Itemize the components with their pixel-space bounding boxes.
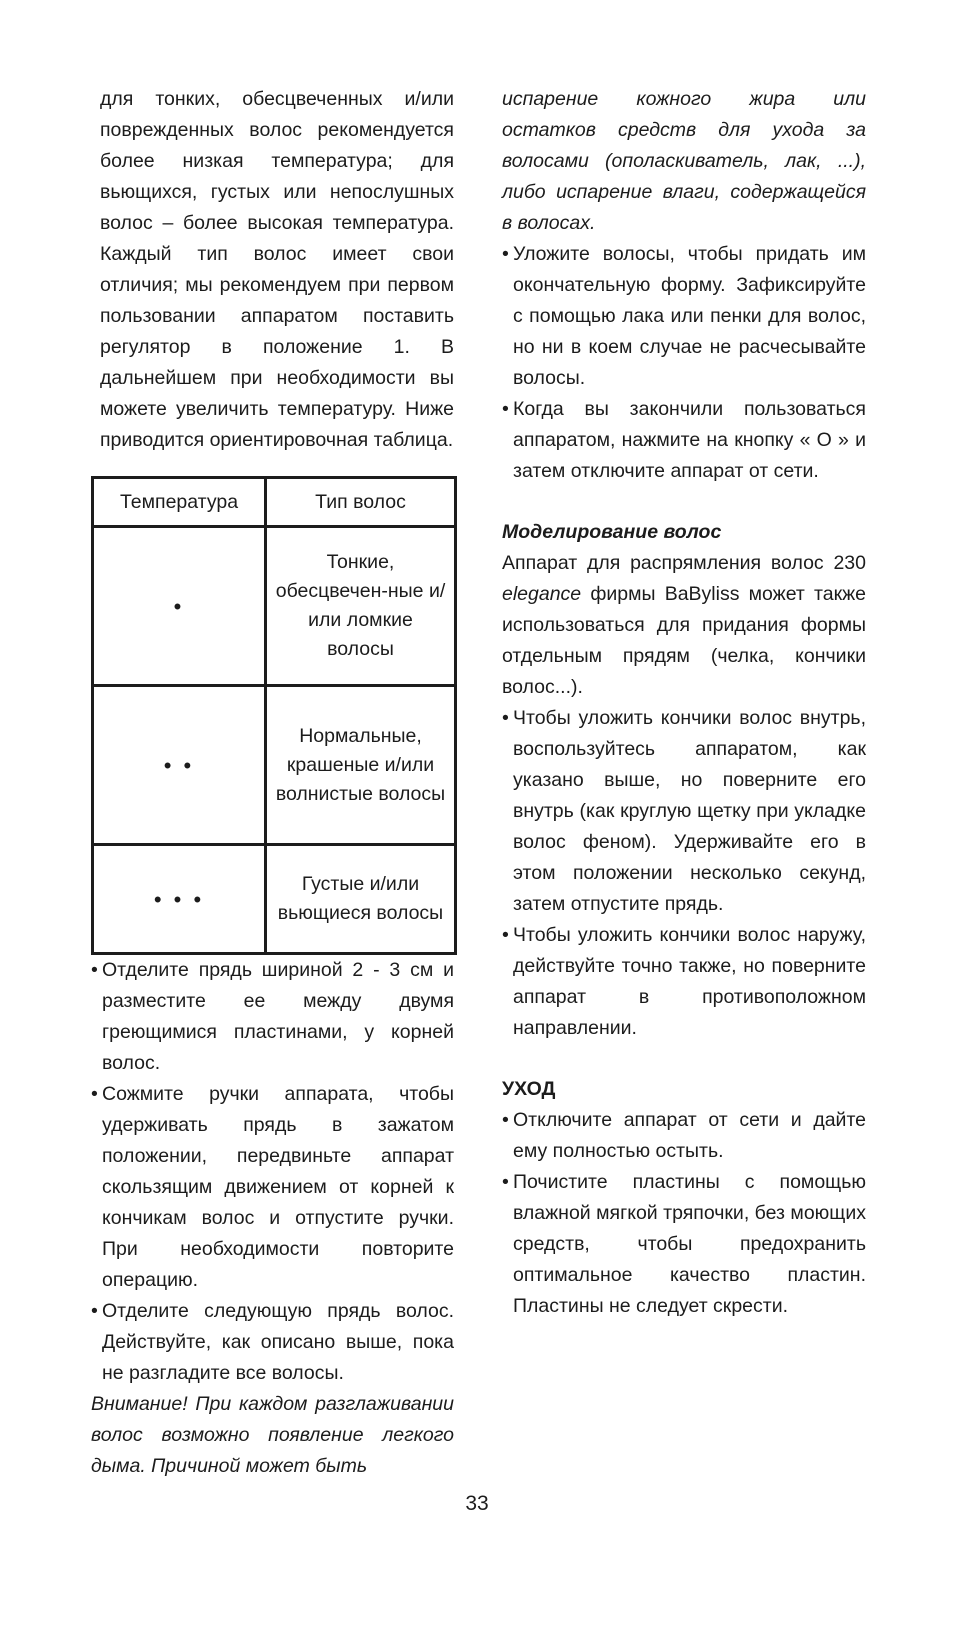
list-item: • Отделите следующую прядь волос. Действуйте, как описано выше, пока не разгладите все волосы. (91, 1296, 454, 1389)
intro-paragraph: для тонких, обесцвеченных и/или поврежденных волос рекомендуется более низкая температура; для вьющихся, густых или непослушных волос – более высокая температура. Каждый тип волос имеет свои отличия; мы рекомендуем при первом пользовании аппаратом поставить регулятор в положение 1. В дальнейшем при необходимости вы можете увеличить температуру. Ниже приводится ориентировочная таблица. (100, 88, 454, 451)
table-header-temperature: Температура (93, 478, 266, 527)
list-item: • Уложите волосы, чтобы придать им окончательную форму. Зафиксируйте с помощью лака или пенки для волос, но ни в коем случае не расчесывайте волосы. (502, 239, 866, 394)
warning-note: Внимание! При каждом разглаживании волос возможно появление легкого дыма. Причиной может быть (91, 1393, 454, 1477)
right-column (502, 84, 866, 1322)
care-heading: УХОД (502, 1078, 556, 1100)
page-number: 33 (465, 1492, 489, 1515)
modeling-list (502, 703, 866, 1044)
list-item: • Чтобы уложить кончики волос наружу, действуйте точно также, но поверните аппарат в противоположном направлении. (502, 920, 866, 1044)
list-item: • Когда вы закончили пользоваться аппаратом, нажмите на кнопку « O » и затем отключите аппарат от сети. (502, 394, 866, 487)
hair-type-cell: Нормальные, крашеные и/или волнистые волосы (266, 686, 456, 845)
hair-type-cell: Густые и/или вьющиеся волосы (266, 845, 456, 954)
warning-note-continued: испарение кожного жира или остатков средств для ухода за волосами (ополаскиватель, лак, ...), либо испарение влаги, содержащейся в волосах. (502, 88, 866, 234)
modeling-text-a: Аппарат для распрямления волос 230 (502, 552, 866, 574)
list-item: • Сожмите ручки аппарата, чтобы удерживать прядь в зажатом положении, передвиньте аппарат скользящим движением от корней к кончикам волос и отпустите ручки. При необходимости повторите операцию. (91, 1079, 454, 1296)
modeling-heading: Моделирование волос (502, 521, 722, 543)
instructions-list (91, 955, 454, 1389)
list-item: • Отключите аппарат от сети и дайте ему полностью остыть. (502, 1105, 866, 1167)
table-row (93, 845, 456, 954)
temperature-dots: • (93, 527, 266, 686)
list-item: • Чтобы уложить кончики волос внутрь, воспользуйтесь аппаратом, как указано выше, но поверните его внутрь (как круглую щетку при укладке волос феном). Удерживайте его в этом положении несколько секунд, затем отпустите прядь. (502, 703, 866, 920)
finishing-list (502, 239, 866, 487)
list-item: • Отделите прядь шириной 2 - 3 см и разместите ее между двумя греющимися пластинами, у корней волос. (91, 955, 454, 1079)
table-row (93, 686, 456, 845)
table-row (93, 527, 456, 686)
list-item: • Почистите пластины с помощью влажной мягкой тряпочки, без моющих средств, чтобы предохранить оптимальное качество пластин. Пластины не следует скрести. (502, 1167, 866, 1322)
left-column (91, 84, 454, 1482)
temperature-table (91, 476, 457, 955)
table-header-hair-type: Тип волос (266, 478, 456, 527)
table-header-row (93, 478, 456, 527)
brand-name: elegance (502, 583, 582, 605)
care-list (502, 1105, 866, 1322)
temperature-dots: • • • (93, 845, 266, 954)
hair-type-cell: Тонкие, обесцвечен-ные и/или ломкие волосы (266, 527, 456, 686)
temperature-dots: • • (93, 686, 266, 845)
modeling-paragraph (502, 548, 866, 703)
modeling-text-b: фирмы BaByliss может также использоваться для придания формы отдельным прядям (челка, кончики волос...). (502, 583, 866, 698)
